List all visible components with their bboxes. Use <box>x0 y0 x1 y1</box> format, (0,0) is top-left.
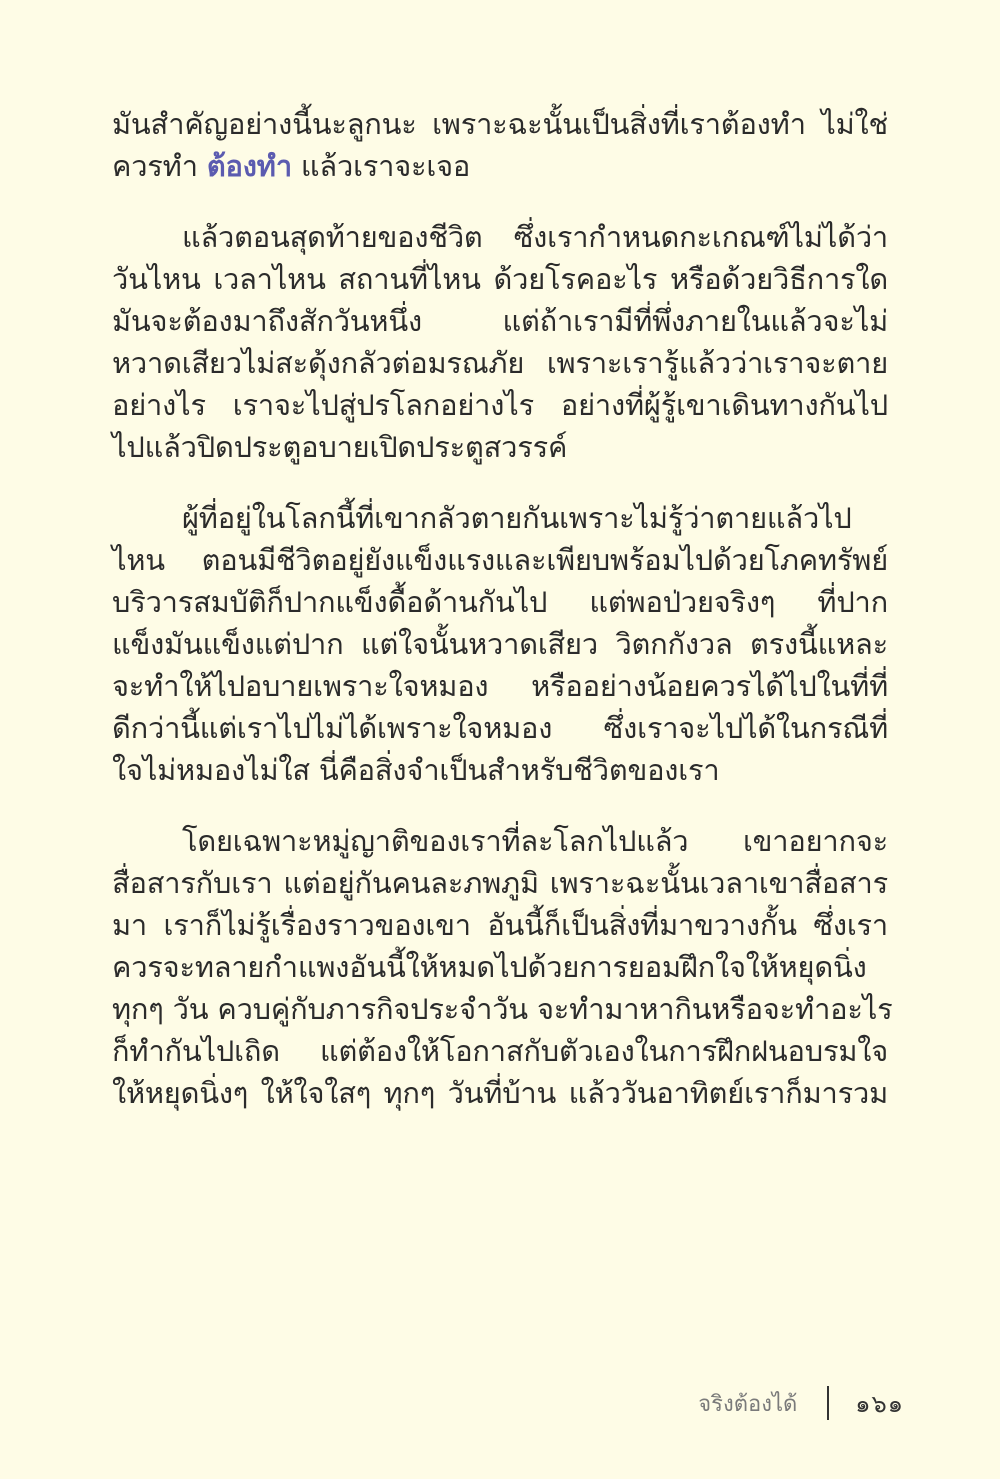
paragraph-2 <box>112 216 888 468</box>
text-line: จะทำให้ไปอบายเพราะใจหมอง หรืออย่างน้อยควรได้ไปในที่ที่ <box>112 669 888 703</box>
page-body <box>112 103 893 1143</box>
paragraph-1 <box>112 103 888 187</box>
text-line: ไปแล้วปิดประตูอบายเปิดประตูสวรรค์ <box>112 430 568 464</box>
text-line: โดยเฉพาะหมู่ญาติของเราที่ละโลกไปแล้ว เขาอยากจะ <box>182 824 888 858</box>
text-line: มา เราก็ไม่รู้เรื่องราวของเขา อันนี้ก็เป็นสิ่งที่มาขวางกั้น ซึ่งเรา <box>112 908 888 942</box>
text-line: มันจะต้องมาถึงสักวันหนึ่ง แต่ถ้าเรามีที่พึ่งภายในแล้วจะไม่ <box>112 304 888 338</box>
footer-divider <box>827 1386 829 1420</box>
text-line: ให้หยุดนิ่งๆ ให้ใจใสๆ ทุกๆ วันที่บ้าน แล้ววันอาทิตย์เราก็มารวม <box>112 1076 888 1110</box>
running-title: จริงต้องได้ <box>698 1391 798 1417</box>
text-line: วันไหน เวลาไหน สถานที่ไหน ด้วยโรคอะไร หรือด้วยวิธีการใด <box>112 262 888 296</box>
text-fragment: ควรทำ <box>112 149 207 183</box>
text-line <box>112 145 888 187</box>
text-line: มันสำคัญอย่างนี้นะลูกนะ เพราะฉะนั้นเป็นสิ่งที่เราต้องทำ ไม่ใช่ <box>112 107 888 141</box>
text-line: ควรจะทลายกำแพงอันนี้ให้หมดไปด้วยการยอมฝึกใจให้หยุดนิ่ง <box>112 950 867 984</box>
text-line: อย่างไร เราจะไปสู่ปรโลกอย่างไร อย่างที่ผู้รู้เขาเดินทางกันไป <box>112 388 888 422</box>
text-line: บริวารสมบัติก็ปากแข็งดื้อด้านกันไป แต่พอป่วยจริงๆ ที่ปาก <box>112 585 888 619</box>
page-footer <box>698 1386 904 1420</box>
paragraph-4 <box>112 820 893 1114</box>
highlighted-phrase: ต้องทำ <box>206 149 292 183</box>
text-line: ไหน ตอนมีชีวิตอยู่ยังแข็งแรงและเพียบพร้อมไปด้วยโภคทรัพย์ <box>112 543 888 577</box>
text-line: ก็ทำกันไปเถิด แต่ต้องให้โอกาสกับตัวเองในการฝึกฝนอบรมใจ <box>112 1034 888 1068</box>
paragraph-3 <box>112 497 888 791</box>
text-line: แข็งมันแข็งแต่ปาก แต่ใจนั้นหวาดเสียว วิตกกังวล ตรงนี้แหละ <box>112 627 888 661</box>
text-line: แล้วตอนสุดท้ายของชีวิต ซึ่งเรากำหนดกะเกณฑ์ไม่ได้ว่า <box>182 220 888 254</box>
page-number: ๑๖๑ <box>855 1389 904 1418</box>
text-line: ทุกๆ วัน ควบคู่กับภารกิจประจำวัน จะทำมาหากินหรือจะทำอะไร <box>112 992 893 1026</box>
text-line: ผู้ที่อยู่ในโลกนี้ที่เขากลัวตายกันเพราะไม่รู้ว่าตายแล้วไป <box>182 501 852 535</box>
text-fragment: แล้วเราจะเจอ <box>291 149 471 183</box>
text-line: ใจไม่หมองไม่ใส นี่คือสิ่งจำเป็นสำหรับชีวิตของเรา <box>112 753 720 787</box>
text-line: หวาดเสียวไม่สะดุ้งกลัวต่อมรณภัย เพราะเรารู้แล้วว่าเราจะตาย <box>112 346 888 380</box>
text-line: ดีกว่านี้แต่เราไปไม่ได้เพราะใจหมอง ซึ่งเราจะไปได้ในกรณีที่ <box>112 711 888 745</box>
text-line: สื่อสารกับเรา แต่อยู่กันคนละภพภูมิ เพราะฉะนั้นเวลาเขาสื่อสาร <box>112 866 888 900</box>
